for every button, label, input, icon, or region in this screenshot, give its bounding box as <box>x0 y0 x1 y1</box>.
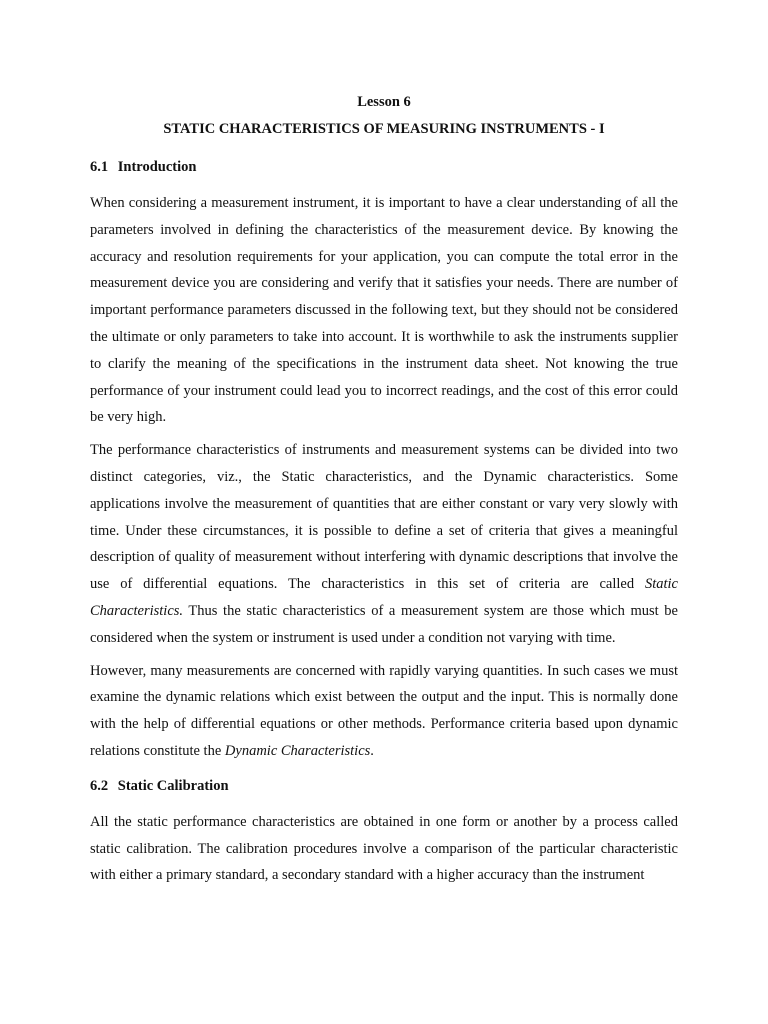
lesson-number: Lesson 6 <box>357 94 411 110</box>
section-title: Introduction <box>117 159 197 175</box>
paragraph-intro-1: When considering a measurement instrument, it is important to have a clear understanding of all the parameters involved in defining the characteristics of the measurement device. By knowing the accuracy and resolution requirements for your application, you can compute the total error in the measurement device you are considering and verify that it satisfies your needs. There are number of important performance parameters discussed in the following text, but they should not be considered the ultimate or only parameters to take into account. It is worthwhile to ask the instruments supplier to clarify the meaning of the specifications in the instrument data sheet. Not knowing the true performance of your instrument could lead you to incorrect readings, and the cost of this error could be very high. <box>90 195 678 426</box>
static-characteristics-term: Static Characteristics. <box>90 576 678 619</box>
paragraph-text: . <box>370 742 374 759</box>
paragraph-intro-2 <box>90 437 678 651</box>
paragraph-intro-3 <box>90 658 678 765</box>
paragraph-text: Thus the static characteristics of a measurement system are those which must be considered when the system or instrument is used under a condition not varying with time. <box>90 602 678 646</box>
section-number: 6.1 <box>90 159 109 175</box>
dynamic-characteristics-term: Dynamic Characteristics <box>224 742 371 759</box>
lesson-title: STATIC CHARACTERISTICS OF MEASURING INSTRUMENTS - I <box>163 121 605 137</box>
paragraph-text: However, many measurements are concerned with rapidly varying quantities. In such cases we must examine the dynamic relations which exist between the output and the input. This is normally done with the help of differential equations or other methods. Performance criteria based upon dynamic relations constitute the <box>90 662 678 759</box>
section-number: 6.2 <box>90 777 109 794</box>
section-title: Static Calibration <box>117 777 229 794</box>
document-page <box>90 88 678 895</box>
paragraph-calibration-1: All the static performance characteristics are obtained in one form or another by a process called static calibration. The calibration procedures involve a comparison of the particular characteristic with either a primary standard, a secondary standard with a higher accuracy than the instrument <box>90 813 678 884</box>
paragraph-text: The performance characteristics of instruments and measurement systems can be divided into two distinct categories, viz., the Static characteristics, and the Dynamic characteristics. Some applications involve the measurement of quantities that are either constant or vary very slowly with time. Under these circumstances, it is possible to define a set of criteria that gives a meaningful description of quality of measurement without interfering with dynamic descriptions that involve the use of differential equations. The characteristics in this set of criteria are called <box>90 442 678 593</box>
section-heading-introduction <box>90 156 678 178</box>
section-heading-static-calibration <box>90 775 678 797</box>
